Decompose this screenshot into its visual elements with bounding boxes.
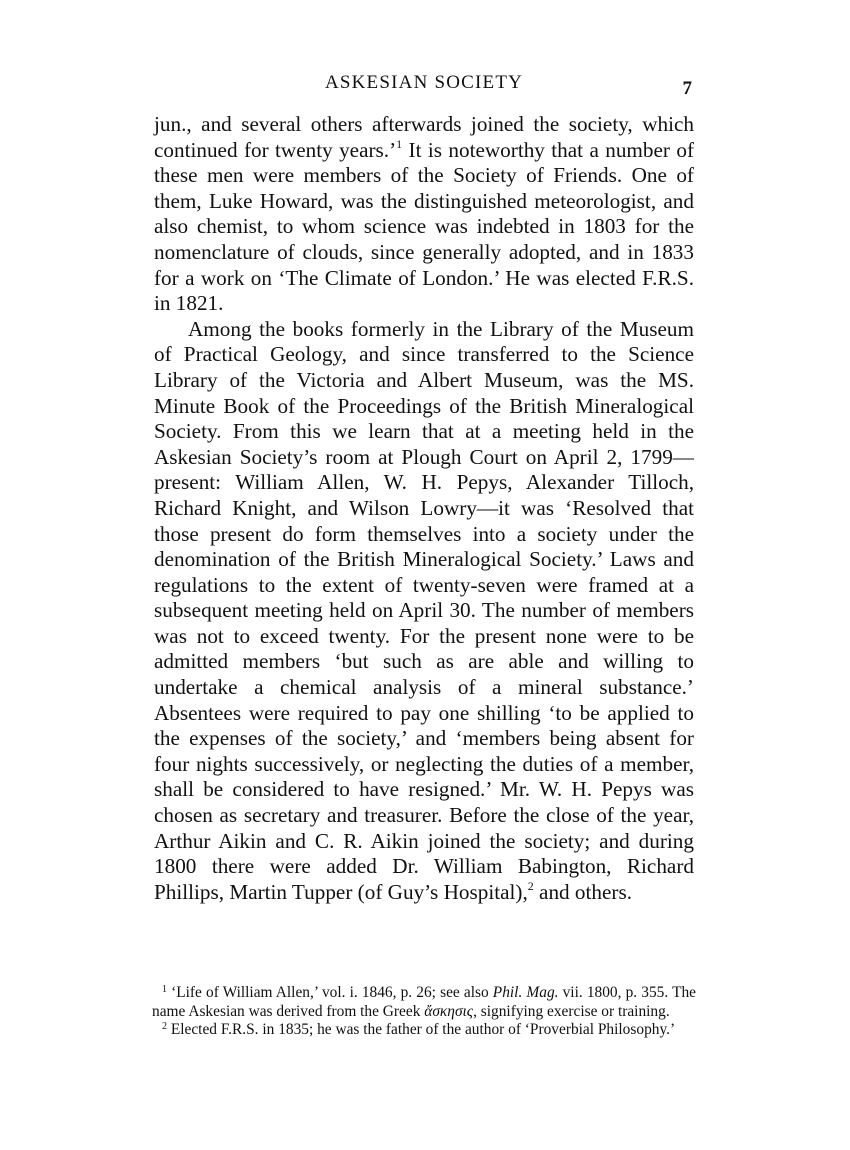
paragraph-continued (154, 112, 694, 317)
footnote-text: , signifying exercise or training. (473, 1002, 670, 1020)
running-head (154, 70, 694, 100)
footnote-text: ‘Life of William Allen,’ vol. i. 1846, p. 26; see also (167, 984, 493, 1001)
footnotes (152, 984, 696, 1040)
footnote-2 (152, 1021, 696, 1040)
footnote-mark: 2 (162, 1021, 167, 1033)
paragraph-text: Among the books formerly in the Library of the Museum of Practical Geology, and since transferred to the Science Library of the Victoria and Albert Museum, was the MS. Minute Book of the Proceedings of the British Mineralogical Society. From this we learn that at a meeting held in the Askesian Society’s room at Plough Court on April 2, 1799—present: William Allen, W. H. Pepys, Alexander Tilloch, Richard Knight, and Wilson Lowry—it was ‘Resolved that those present do form themselves into a society under the denomination of the British Mineralogical Society.’ Laws and regulations to the extent of twenty-seven were framed at a subsequent meeting held on April 30. The number of members was not to exceed twenty. For the present none were to be admitted members ‘but such as are able and willing to undertake a chemical analysis of a mineral substance.’ Absentees were required to pay one shilling ‘to be applied to the expenses of the society,’ and ‘members being absent for four nights successively, or neglecting the duties of a member, shall be considered to have resigned.’ Mr. W. H. Pepys was chosen as secretary and treasurer. Before the close of the year, Arthur Aikin and C. R. Aikin joined the society; and during 1800 there were added Dr. William Babington, Richard Phillips, Martin Tupper (of Guy’s Hospital), (154, 316, 694, 904)
greek-word: ἄσκησις (424, 1002, 474, 1020)
paragraph-text: It is noteworthy that a number of these men were members of the Society of Friends. One of them, Luke Howard, was the distinguished meteorologist, and also chemist, to whom science was indebted in 1803 for the nomenclature of clouds, since generally adopted, and in 1833 for a work on ‘The Climate of London.’ He was elected F.R.S. in 1821. (154, 137, 695, 316)
footnote-text: vii. 1800, p. 355. The name Askesian was derived from the Greek (152, 984, 696, 1020)
journal-title: Phil. Mag. (492, 984, 559, 1001)
footnote-reference: 1 (396, 136, 403, 151)
footnote-reference: 2 (527, 878, 534, 893)
footnote-mark: 1 (162, 984, 167, 995)
paragraph-text: and others. (533, 879, 633, 904)
running-title: ASKESIAN SOCIETY (324, 72, 524, 93)
body-text (154, 112, 694, 905)
paragraph-mineralogical-society (154, 317, 694, 906)
footnote-1 (152, 984, 696, 1021)
footnote-text: Elected F.R.S. in 1835; he was the father of the author of ‘Proverbial Philosophy.’ (167, 1021, 676, 1039)
page-number: 7 (682, 78, 692, 99)
paragraph-text: jun., and several others afterwards joined the society, which continued for twenty years.’ (154, 112, 694, 162)
